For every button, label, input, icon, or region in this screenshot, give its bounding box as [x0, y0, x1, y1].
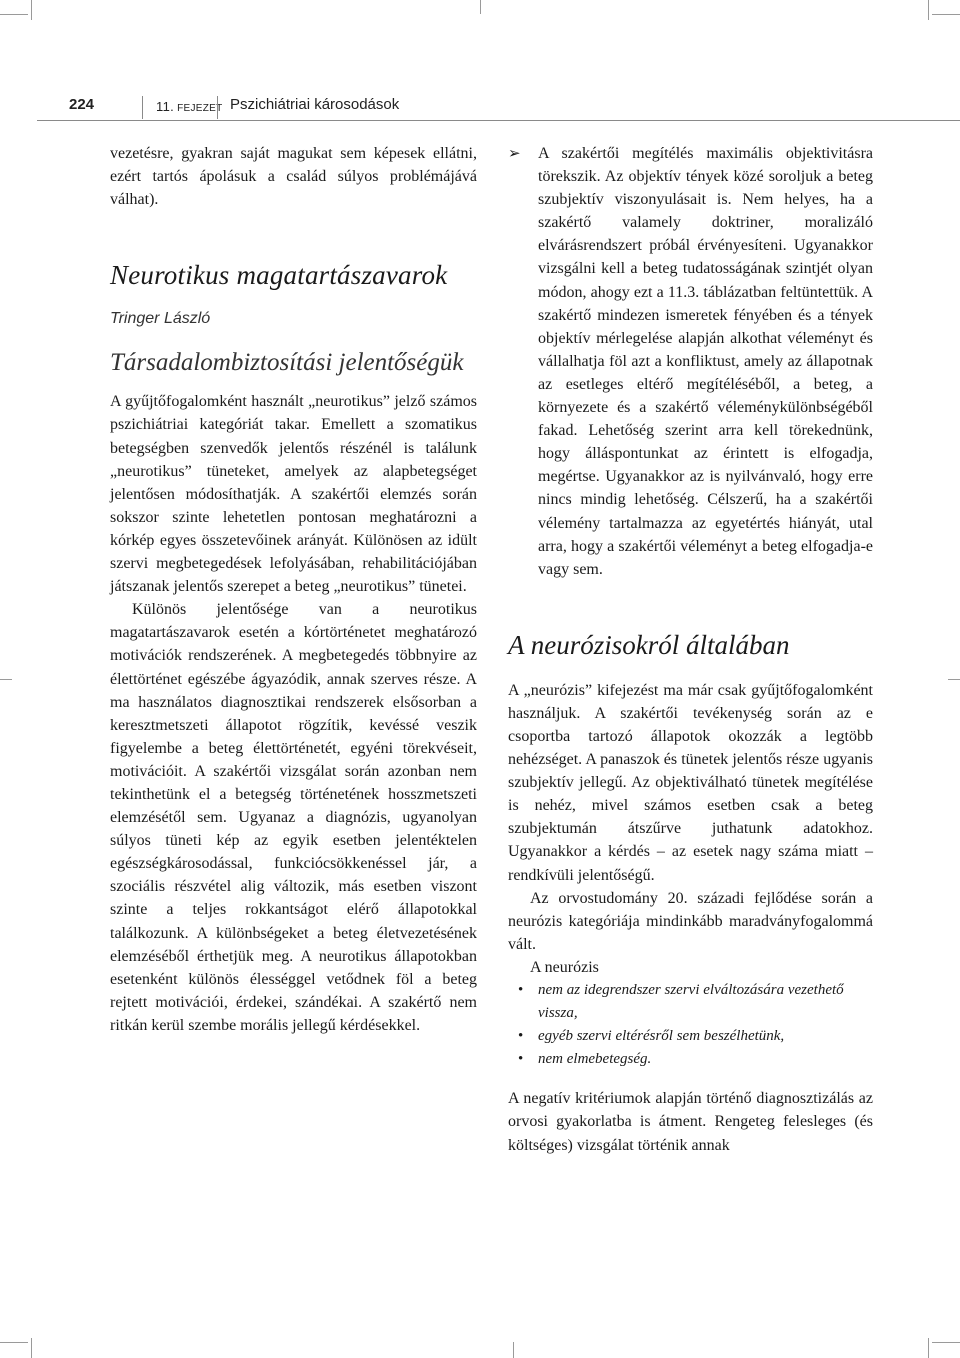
- list-item-text: egyéb szervi eltérésről sem beszélhetünk,: [538, 1028, 785, 1045]
- body-paragraph: Különös jelentősége van a neurotikus magatartászavarok esetén a kórtörténetet meghatározó motivációk rendszerének. A megbetegedés többnyire az élettörténet egészébe ágyazódik, annak szerves része. A ma használatos diagnosztikai rendszerek elsősorban a keresztmetszeti állapotot rögzítik, kevéssé veszik figyelembe a beteg élettörténetét, egyéni törekvéseit, motivációit. A szakértői vizsgálat során azonban nem tekinthetünk el a betegség történetének hosszmetszeti elemzésétől sem. Ugyanaz a diagnózis, ugyanolyan súlyos tüneti kép az egyik esetben jelentéktelen egészségkárosodással, funkciócsökkenéssel jár, a szociális részvétel alig változik, más esetben viszont szinte a teljes rokkantságot elérő állapotokkal találkozunk. A különbségeket a beteg életvezetésének elemzéséből érthetjük meg. A neurotikus állapotokban esetenként különös élességgel vetődnek föl a beteg rejtett motivációi, érdekei, szándékai. A szakértő nem ritkán kerül szembe morális jellegű kérdésekkel.: [110, 601, 477, 1034]
- bullet-list: [508, 979, 873, 1071]
- intro-paragraph: vezetésre, gyakran saját magukat sem képesek ellátni, ezért tartós ápolásuk a család súlyos problémájává válhat).: [110, 145, 477, 209]
- crop-mark: [948, 679, 960, 680]
- list-item: [508, 1048, 873, 1071]
- body-paragraph: A negatív kritériumok alapján történő diagnosztizálás az orvosi gyakorlatba is átment. Rengeteg felesleges (és költséges) vizsgálat történik annak: [508, 1090, 873, 1154]
- section-heading: Társadalombiztosítási jelentőségük: [110, 349, 464, 377]
- chapter-number: 11.: [156, 99, 175, 114]
- section-heading: A neurózisokról általában: [508, 629, 790, 660]
- chapter-word: FEJEZET: [177, 103, 223, 114]
- crop-mark: [0, 679, 12, 680]
- arrow-item-text: A szakértői megítélés maximális objektivitásra törekszik. Az objektív tények közé soroljuk a beteg szubjektív viszonyulásait is. Nem helyes, ha a szakértő valamely doktriner, moralizáló elvárásrendszert próbál érvényesíteni. Ugyanakkor vizsgálni kell a beteg tudatosságának szintjét olyan módon, ahogy ezt a 11.3. táblázatban feltüntettük. A szakértő mindezen ismeretek fényében és a tények objektív mérlegelése alapján alkothat véleményt és vállalhatja föl azt a konfliktust, amely az állapotnak az esetleges eltérő megítéléséből, a beteg, a környezete és a szakértő véleménykülönbségéből fakad. Lehetőség szerint arra kell törekednünk, hogy álláspontunkat az érintett is elfogadja, megértse. Ugyanakkor az is nyilvánvaló, hogy erre nincs mindig lehetőség. Célszerű, ha a szakértői vélemény tartalmazza az egyetértés hiányát, utal arra, hogy a szakértői véleményt a beteg elfogadja-e vagy sem.: [538, 145, 873, 578]
- right-column: [508, 142, 873, 1157]
- body-paragraph: A gyűjtőfogalomként használt „neurotikus” jelző számos pszichiátriai kategóriát takar. Emellett a szomatikus betegségben szenvedők jelentős részénél is találunk „neurotikus” tüneteket, amelyek az alapbetegséget jelentősen módosíthatják. A szakértői elemzés során sokszor szinte lehetetlen pontosan meghatározni a kórkép egyes összetevőinek arányát. Különösen az idült szervi megbetegedések lefolyásában, rehabilitációjában játszanak jelentős szerepet a beteg „neurotikus” tünetei.: [110, 393, 477, 596]
- left-column: [110, 142, 477, 1037]
- list-item: [508, 979, 873, 1025]
- crop-mark: [513, 1342, 514, 1358]
- crop-mark: [928, 0, 929, 20]
- chapter-label: [156, 99, 223, 114]
- author-name: Tringer László: [110, 310, 211, 328]
- crop-mark: [0, 1342, 28, 1343]
- crop-mark: [932, 1342, 960, 1343]
- crop-mark: [928, 1338, 929, 1358]
- list-intro: A neurózis: [530, 958, 599, 976]
- crop-mark: [31, 1338, 32, 1358]
- arrow-list-item: [508, 142, 873, 581]
- list-item-text: nem az idegrendszer szervi elváltozására vezethető vissza,: [538, 982, 844, 1022]
- body-paragraph: A „neurózis” kifejezést ma már csak gyűjtőfogalomként használjuk. A szakértői tevékenység során az e csoportba tartozó állapotok okozzák a legtöbb nehézséget. A panaszok és tünetek jelentős része ugyanis szubjektív jellegű. Az objektiválható tünetek megítélése is nehéz, mivel számos esetben csak a beteg szubjektumán átszűrve juthatunk adatokhoz. Ugyanakkor a kérdés – az esetek nagy száma miatt – rendkívüli jelentőségű.: [508, 681, 873, 884]
- crop-mark: [31, 0, 32, 20]
- crop-mark: [0, 14, 28, 15]
- crop-mark: [932, 14, 960, 15]
- bullet-icon: •: [518, 982, 524, 998]
- chapter-title: Pszichiátriai károsodások: [217, 96, 399, 119]
- chapter-heading: Neurotikus magatartászavarok: [110, 260, 448, 291]
- bullet-icon: •: [518, 1051, 524, 1068]
- crop-mark: [480, 0, 481, 14]
- bullet-icon: •: [518, 1028, 524, 1045]
- page-number: 224: [67, 96, 143, 119]
- list-item-text: nem elmebetegség.: [538, 1051, 652, 1068]
- list-item: [508, 1025, 873, 1048]
- arrow-bullet-icon: ➢: [508, 144, 521, 162]
- body-paragraph: Az orvostudomány 20. századi fejlődése során a neurózis kategóriája mindinkább maradványfogalommá vált.: [508, 889, 873, 953]
- running-header: [37, 90, 960, 121]
